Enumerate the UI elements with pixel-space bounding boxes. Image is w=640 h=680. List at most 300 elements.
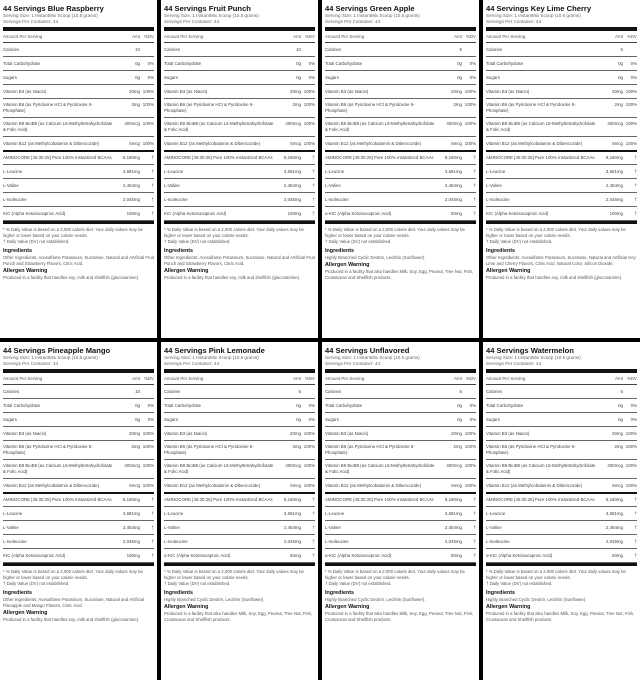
- nutrient-amount: 400mcg: [607, 463, 623, 468]
- nutrient-amount: 5: [298, 389, 301, 394]
- nutrient-amount: 6mcg: [129, 141, 140, 146]
- nutrient-daily-value: 0%: [630, 417, 637, 422]
- nutrient-row: [3, 535, 154, 549]
- nutrient-label: L-Valine: [325, 525, 341, 530]
- nutrient-label: AMINOCORE [45:30:25] Pure 100% Instantized BCAAs: [3, 497, 112, 502]
- nutrient-amount: 0g: [296, 417, 301, 422]
- nutrient-row: [325, 179, 476, 193]
- nutrient-label: Vitamin B3 (as Niacin): [325, 89, 369, 94]
- panel-title: 44 Servings Blue Raspberry: [3, 4, 104, 13]
- table-header: [164, 376, 315, 385]
- nutrient-label: Vitamin B3 (as Niacin): [486, 431, 530, 436]
- nutrient-row: [486, 99, 637, 118]
- nutrient-daily-value: †: [473, 553, 476, 558]
- nutrient-label: AMINOCORE [45:30:25] Pure 100% Instantized BCAAs: [3, 155, 112, 160]
- dv-not-established-note: † Daily Value (DV) not established.: [164, 238, 231, 244]
- nutrient-label: L-Isoleucine: [3, 197, 27, 202]
- nutrient-amount: 3,681mg: [122, 511, 140, 516]
- nutrition-facts-panel: [322, 342, 479, 680]
- nutrient-label: Vitamin B3 (as Niacin): [3, 89, 47, 94]
- nutrient-amount: 8,180mg: [444, 497, 462, 502]
- nutrient-row: [3, 179, 154, 193]
- nutrient-daily-value: 100%: [464, 102, 476, 107]
- nutrient-row: [3, 99, 154, 118]
- nutrient-amount: 100mg: [126, 553, 140, 558]
- nutrient-row: [486, 549, 637, 563]
- nutrient-label: Total Carbohydrate: [3, 61, 41, 66]
- nutrient-row: [164, 207, 315, 221]
- header-dv: %DV: [465, 34, 476, 39]
- header-dv: %DV: [626, 376, 637, 381]
- nutrient-daily-value: 100%: [464, 141, 476, 146]
- table-header: [3, 34, 154, 43]
- header-amt: Amt: [293, 376, 301, 381]
- nutrient-label: L-Valine: [164, 525, 180, 530]
- allergen-heading: Allergen Warning: [486, 604, 531, 611]
- nutrient-amount: 0g: [135, 75, 140, 80]
- nutrient-daily-value: †: [473, 155, 476, 160]
- nutrient-label: Calories: [3, 47, 20, 52]
- nutrient-label: L-Valine: [3, 183, 19, 188]
- nutrient-row: [164, 413, 315, 427]
- allergen-heading: Allergen Warning: [3, 268, 48, 275]
- nutrient-label: Total Carbohydrate: [164, 61, 202, 66]
- nutrient-row: [164, 507, 315, 521]
- nutrient-amount: 3,681mg: [283, 169, 301, 174]
- nutrient-row: [3, 441, 154, 460]
- nutrient-daily-value: †: [151, 525, 154, 530]
- daily-value-footnote: * % Daily Value is based on a 2,000 calorie diet. Your daily values may be higher or lower based on your calorie needs.: [325, 227, 465, 238]
- nutrient-row: [3, 43, 154, 57]
- ingredients-text: Highly Branched Cyclic Dextrin, Lecithin (Sunflower).: [325, 255, 426, 261]
- nutrient-amount: 400mcg: [446, 121, 462, 126]
- nutrient-label: α-KIC (Alpha Ketoisocaproic Acid): [164, 553, 231, 558]
- nutrient-row: [486, 535, 637, 549]
- nutrient-daily-value: †: [312, 197, 315, 202]
- nutrient-daily-value: 100%: [303, 102, 315, 107]
- nutrient-daily-value: 100%: [142, 121, 154, 126]
- nutrient-row: [325, 385, 476, 399]
- nutrient-row: [164, 535, 315, 549]
- nutrient-daily-value: 100%: [142, 89, 154, 94]
- nutrient-row: [325, 413, 476, 427]
- nutrient-row: [164, 427, 315, 441]
- nutrient-label: AMINOCORE [45:30:25] Pure 100% Instantized BCAAs: [164, 497, 273, 502]
- nutrient-amount: 400mcg: [607, 121, 623, 126]
- nutrient-label: α-KIC (Alpha Ketoisocaproic Acid): [325, 211, 392, 216]
- header-amt: Amt: [454, 34, 462, 39]
- nutrient-amount: 0g: [135, 61, 140, 66]
- nutrient-label: Total Carbohydrate: [164, 403, 202, 408]
- nutrient-label: Total Carbohydrate: [325, 403, 363, 408]
- nutrient-row: [164, 118, 315, 137]
- nutrient-daily-value: †: [151, 497, 154, 502]
- thick-divider: [325, 27, 476, 31]
- nutrient-label: Vitamin B12 (as Methylcobalamin & Dibencozide): [325, 141, 422, 146]
- nutrient-amount: 8,180mg: [605, 155, 623, 160]
- nutrient-row: [486, 43, 637, 57]
- nutrient-amount: 400mcg: [124, 121, 140, 126]
- nutrient-label: Vitamin B12 (as Methylcobalamin & Dibencozide): [3, 141, 100, 146]
- header-amount-per-serving: Amount Per Serving: [3, 34, 43, 39]
- nutrient-label: Calories: [164, 47, 181, 52]
- ingredients-heading: Ingredients: [3, 590, 33, 597]
- nutrient-daily-value: †: [634, 197, 637, 202]
- nutrient-amount: 3,681mg: [605, 511, 623, 516]
- nutrient-amount: 2,045mg: [605, 539, 623, 544]
- nutrient-daily-value: 0%: [308, 75, 315, 80]
- nutrient-amount: 6mcg: [290, 483, 301, 488]
- nutrient-label: Vitamin B6 (as Pyridoxine HCl & Pyridoxine 5-Phosphate): [325, 444, 415, 455]
- nutrient-label: L-Isoleucine: [325, 539, 349, 544]
- nutrient-rows: [486, 385, 637, 563]
- nutrient-label: L-Isoleucine: [486, 539, 510, 544]
- nutrient-daily-value: 100%: [625, 463, 637, 468]
- nutrient-daily-value: 100%: [303, 463, 315, 468]
- nutrient-daily-value: 0%: [469, 417, 476, 422]
- nutrient-label: Vitamin B9 BioB9 (as Calcium L5-Methyltetrahydrofolate & Folic Acid): [164, 121, 274, 132]
- nutrient-row: [3, 152, 154, 165]
- nutrient-label: Sugars: [164, 417, 178, 422]
- ingredients-heading: Ingredients: [164, 590, 194, 597]
- header-amt: Amt: [132, 376, 140, 381]
- nutrient-label: Vitamin B9 BioB9 (as Calcium L5-Methyltetrahydrofolate & Folic Acid): [325, 463, 435, 474]
- nutrient-label: Vitamin B12 (as Methylcobalamin & Dibencozide): [164, 141, 261, 146]
- nutrient-daily-value: †: [151, 183, 154, 188]
- nutrient-row: [164, 165, 315, 179]
- nutrient-label: Calories: [325, 389, 342, 394]
- allergen-text: Produced in a facility that handles soy, milk and shellfish (glucosamine).: [3, 617, 140, 623]
- nutrient-amount: 8,180mg: [444, 155, 462, 160]
- nutrient-row: [486, 165, 637, 179]
- nutrient-label: L-Valine: [3, 525, 19, 530]
- nutrient-label: Vitamin B3 (as Niacin): [164, 89, 208, 94]
- nutrient-amount: 20mg: [612, 89, 623, 94]
- nutrient-row: [325, 137, 476, 152]
- nutrient-amount: 3,681mg: [122, 169, 140, 174]
- nutrient-amount: 2,454mg: [122, 183, 140, 188]
- nutrient-daily-value: †: [634, 511, 637, 516]
- ingredients-heading: Ingredients: [325, 590, 355, 597]
- ingredients-text: Highly Branched Cyclic Dextrin, Lecithin (Sunflower).: [486, 597, 587, 603]
- nutrient-amount: 100mg: [287, 211, 301, 216]
- nutrient-amount: 0g: [296, 61, 301, 66]
- nutrient-daily-value: †: [634, 169, 637, 174]
- nutrient-label: Vitamin B3 (as Niacin): [486, 89, 530, 94]
- daily-value-footnote: * % Daily Value is based on a 2,000 calorie diet. Your daily values may be higher or lower based on your calorie needs.: [164, 227, 304, 238]
- nutrient-label: Vitamin B6 (as Pyridoxine HCl & Pyridoxine 5-Phosphate): [164, 102, 254, 113]
- nutrient-label: AMINOCORE [45:30:25] Pure 100% Instantized BCAAs: [325, 155, 434, 160]
- header-dv: %DV: [626, 34, 637, 39]
- header-amount-per-serving: Amount Per Serving: [486, 376, 526, 381]
- table-header: [3, 376, 154, 385]
- nutrient-amount: 2,454mg: [605, 525, 623, 530]
- thick-divider: [486, 369, 637, 373]
- nutrient-label: Vitamin B3 (as Niacin): [325, 431, 369, 436]
- nutrient-row: [325, 152, 476, 165]
- table-header: [486, 376, 637, 385]
- table-header: [325, 34, 476, 43]
- dv-not-established-note: † Daily Value (DV) not established.: [3, 238, 70, 244]
- nutrient-amount: 20mg: [290, 89, 301, 94]
- thick-divider: [3, 369, 154, 373]
- nutrient-daily-value: †: [151, 511, 154, 516]
- nutrient-daily-value: †: [473, 183, 476, 188]
- nutrient-label: Sugars: [3, 417, 17, 422]
- nutrient-daily-value: †: [473, 169, 476, 174]
- nutrient-amount: 3,681mg: [444, 511, 462, 516]
- nutrient-row: [325, 165, 476, 179]
- panel-title: 44 Servings Pink Lemonade: [164, 346, 265, 355]
- nutrient-row: [3, 207, 154, 221]
- nutrient-label: Vitamin B12 (as Methylcobalamin & Dibencozide): [486, 141, 583, 146]
- nutrient-daily-value: 100%: [303, 444, 315, 449]
- nutrient-daily-value: †: [312, 497, 315, 502]
- nutrient-label: Calories: [486, 389, 503, 394]
- nutrient-label: L-Leucine: [3, 169, 23, 174]
- nutrient-daily-value: †: [473, 197, 476, 202]
- nutrient-daily-value: †: [151, 211, 154, 216]
- nutrient-label: Vitamin B6 (as Pyridoxine HCl & Pyridoxine 5-Phosphate): [486, 444, 576, 455]
- header-amt: Amt: [293, 34, 301, 39]
- ingredients-text: Highly Branched Cyclic Dextrin, Lecithin (Sunflower).: [164, 597, 265, 603]
- nutrient-amount: 2mg: [614, 444, 623, 449]
- nutrient-label: Vitamin B6 (as Pyridoxine HCl & Pyridoxine 5-Phosphate): [3, 444, 93, 455]
- nutrient-row: [3, 427, 154, 441]
- nutrient-amount: 3,681mg: [283, 511, 301, 516]
- header-amt: Amt: [454, 376, 462, 381]
- nutrient-daily-value: 0%: [469, 61, 476, 66]
- nutrient-label: Calories: [325, 47, 342, 52]
- nutrient-amount: 0g: [618, 61, 623, 66]
- header-amt: Amt: [132, 34, 140, 39]
- nutrient-rows: [3, 385, 154, 563]
- nutrient-row: [486, 85, 637, 99]
- nutrient-row: [3, 521, 154, 535]
- nutrient-row: [164, 99, 315, 118]
- ingredients-heading: Ingredients: [3, 248, 33, 255]
- nutrient-daily-value: †: [634, 211, 637, 216]
- nutrient-rows: [325, 385, 476, 563]
- panel-title: 44 Servings Unflavored: [325, 346, 410, 355]
- nutrient-daily-value: †: [151, 169, 154, 174]
- nutrient-label: L-Isoleucine: [325, 197, 349, 202]
- nutrient-label: Total Carbohydrate: [3, 403, 41, 408]
- nutrient-label: L-Valine: [486, 183, 502, 188]
- nutrient-amount: 20mg: [129, 431, 140, 436]
- thick-divider: [3, 27, 154, 31]
- nutrient-label: L-Leucine: [3, 511, 23, 516]
- nutrient-daily-value: †: [473, 539, 476, 544]
- nutrient-amount: 5: [459, 389, 462, 394]
- nutrition-facts-panel: [0, 342, 157, 680]
- nutrient-amount: 2,045mg: [605, 197, 623, 202]
- nutrient-daily-value: †: [312, 211, 315, 216]
- nutrient-row: [486, 118, 637, 137]
- nutrient-amount: 50mg: [451, 553, 462, 558]
- nutrient-daily-value: †: [151, 539, 154, 544]
- nutrient-label: AMINOCORE [45:30:25] Pure 100% Instantized BCAAs: [325, 497, 434, 502]
- dv-not-established-note: † Daily Value (DV) not established.: [325, 238, 392, 244]
- nutrient-daily-value: 100%: [625, 444, 637, 449]
- nutrient-row: [486, 137, 637, 152]
- nutrient-row: [164, 494, 315, 507]
- header-amount-per-serving: Amount Per Serving: [164, 34, 204, 39]
- nutrient-row: [486, 441, 637, 460]
- nutrient-daily-value: 100%: [303, 89, 315, 94]
- nutrient-daily-value: †: [312, 511, 315, 516]
- nutrient-label: Vitamin B6 (as Pyridoxine HCl & Pyridoxine 5-Phosphate): [3, 102, 93, 113]
- nutrient-amount: 2,454mg: [122, 525, 140, 530]
- nutrient-daily-value: 100%: [142, 431, 154, 436]
- nutrient-daily-value: 0%: [469, 403, 476, 408]
- nutrient-label: Vitamin B12 (as Methylcobalamin & Dibencozide): [486, 483, 583, 488]
- nutrient-label: AMINOCORE [45:30:25] Pure 100% Instantized BCAAs: [486, 155, 595, 160]
- ingredients-text: Other Ingredients: Acesulfame Potassium, Sucralose, Natural and Artificial Pineapple and Mango Flavors, Citric Acid.: [3, 597, 145, 609]
- nutrient-row: [3, 479, 154, 494]
- nutrient-label: α-KIC (Alpha Ketoisocaproic Acid): [486, 553, 553, 558]
- nutrient-amount: 400mcg: [285, 463, 301, 468]
- nutrient-amount: 0g: [618, 417, 623, 422]
- nutrient-label: Sugars: [325, 75, 339, 80]
- nutrient-label: AMINOCORE [45:30:25] Pure 100% Instantized BCAAs: [486, 497, 595, 502]
- nutrient-amount: 100mg: [609, 211, 623, 216]
- nutrient-amount: 400mcg: [124, 463, 140, 468]
- nutrient-daily-value: †: [151, 155, 154, 160]
- nutrient-daily-value: 100%: [464, 89, 476, 94]
- nutrient-row: [164, 57, 315, 71]
- nutrient-amount: 0g: [618, 403, 623, 408]
- servings-per-container: Servings Per Container: 44: [164, 19, 220, 24]
- ingredients-heading: Ingredients: [325, 248, 355, 255]
- nutrient-row: [164, 460, 315, 479]
- nutrient-row: [325, 71, 476, 85]
- nutrient-amount: 5: [459, 47, 462, 52]
- nutrient-amount: 5: [620, 47, 623, 52]
- nutrient-daily-value: 100%: [142, 102, 154, 107]
- nutrient-daily-value: †: [634, 553, 637, 558]
- allergen-text: Produced in a facility that handles soy, milk and shellfish (glucosamine).: [486, 275, 623, 281]
- nutrient-row: [325, 427, 476, 441]
- nutrient-daily-value: †: [634, 539, 637, 544]
- nutrient-row: [164, 193, 315, 207]
- nutrient-row: [325, 521, 476, 535]
- allergen-text: Produced in a facility that handles soy, milk and shellfish (glucosamine).: [3, 275, 140, 281]
- nutrient-label: Vitamin B9 BioB9 (as Calcium L5-Methyltetrahydrofolate & Folic Acid): [3, 121, 113, 132]
- nutrient-label: Sugars: [325, 417, 339, 422]
- nutrient-row: [164, 385, 315, 399]
- nutrient-amount: 2mg: [131, 102, 140, 107]
- nutrient-daily-value: 100%: [625, 483, 637, 488]
- nutrient-amount: 0g: [135, 417, 140, 422]
- nutrient-amount: 2,045mg: [122, 197, 140, 202]
- nutrient-label: Total Carbohydrate: [486, 61, 524, 66]
- nutrient-label: AMINOCORE [45:30:25] Pure 100% Instantized BCAAs: [164, 155, 273, 160]
- nutrient-amount: 2mg: [292, 444, 301, 449]
- nutrient-row: [164, 521, 315, 535]
- nutrient-amount: 10: [135, 389, 140, 394]
- nutrient-amount: 0g: [457, 417, 462, 422]
- nutrient-label: L-Isoleucine: [164, 197, 188, 202]
- thick-divider: [325, 369, 476, 373]
- servings-per-container: Servings Per Container: 44: [3, 19, 59, 24]
- dv-not-established-note: † Daily Value (DV) not established.: [3, 580, 70, 586]
- nutrient-row: [325, 535, 476, 549]
- nutrient-daily-value: 100%: [303, 141, 315, 146]
- nutrient-label: KIC (Alpha Ketoisocaproic Acid): [3, 553, 66, 558]
- nutrient-amount: 2mg: [453, 444, 462, 449]
- nutrient-amount: 20mg: [451, 89, 462, 94]
- ingredients-heading: Ingredients: [486, 590, 516, 597]
- nutrient-label: Vitamin B6 (as Pyridoxine HCl & Pyridoxine 5-Phosphate): [486, 102, 576, 113]
- allergen-heading: Allergen Warning: [325, 604, 370, 611]
- nutrient-amount: 2,454mg: [444, 525, 462, 530]
- nutrient-amount: 2mg: [453, 102, 462, 107]
- nutrient-row: [164, 441, 315, 460]
- servings-per-container: Servings Per Container: 44: [164, 361, 220, 366]
- nutrient-amount: 2,045mg: [283, 539, 301, 544]
- nutrient-row: [486, 399, 637, 413]
- nutrient-amount: 400mcg: [285, 121, 301, 126]
- nutrient-label: Vitamin B3 (as Niacin): [164, 431, 208, 436]
- nutrient-amount: 3,681mg: [605, 169, 623, 174]
- nutrient-amount: 8,180mg: [283, 497, 301, 502]
- nutrition-facts-panel: [483, 0, 640, 338]
- nutrient-label: KIC (Alpha Ketoisocaproic Acid): [486, 211, 549, 216]
- nutrient-daily-value: 100%: [464, 121, 476, 126]
- nutrient-daily-value: 100%: [464, 444, 476, 449]
- nutrient-daily-value: 0%: [469, 75, 476, 80]
- nutrient-row: [3, 460, 154, 479]
- nutrient-row: [3, 413, 154, 427]
- nutrient-row: [325, 399, 476, 413]
- table-header: [325, 376, 476, 385]
- nutrient-daily-value: 0%: [630, 61, 637, 66]
- nutrient-label: Sugars: [3, 75, 17, 80]
- nutrient-daily-value: 0%: [308, 61, 315, 66]
- nutrient-amount: 2,454mg: [444, 183, 462, 188]
- dv-not-established-note: † Daily Value (DV) not established.: [164, 580, 231, 586]
- nutrient-amount: 20mg: [451, 431, 462, 436]
- nutrient-daily-value: 100%: [142, 463, 154, 468]
- nutrient-row: [486, 193, 637, 207]
- nutrient-label: Vitamin B6 (as Pyridoxine HCl & Pyridoxine 5-Phosphate): [325, 102, 415, 113]
- nutrient-label: KIC (Alpha Ketoisocaproic Acid): [3, 211, 66, 216]
- nutrient-daily-value: †: [634, 497, 637, 502]
- nutrient-amount: 20mg: [612, 431, 623, 436]
- dv-not-established-note: † Daily Value (DV) not established.: [325, 580, 392, 586]
- nutrient-amount: 8,180mg: [283, 155, 301, 160]
- nutrient-daily-value: †: [312, 539, 315, 544]
- header-dv: %DV: [465, 376, 476, 381]
- ingredients-text: Other Ingredients: Acesulfame Potassium, Sucralose, Natural and Artificial Fruit Punch and Strawberry Flavors, Citric Acid.: [164, 255, 315, 267]
- dv-not-established-note: † Daily Value (DV) not established.: [486, 580, 553, 586]
- nutrient-row: [3, 494, 154, 507]
- panel-title: 44 Servings Green Apple: [325, 4, 415, 13]
- nutrient-label: L-Leucine: [164, 169, 184, 174]
- nutrient-row: [3, 85, 154, 99]
- nutrient-label: Vitamin B9 BioB9 (as Calcium L5-Methyltetrahydrofolate & Folic Acid): [3, 463, 113, 474]
- serving-size: Serving Size: 1 InstantMix Scoop (10.5 grams): [325, 13, 420, 18]
- panel-title: 44 Servings Watermelon: [486, 346, 574, 355]
- nutrient-row: [3, 118, 154, 137]
- nutrient-label: Vitamin B9 BioB9 (as Calcium L5-Methyltetrahydrofolate & Folic Acid): [325, 121, 435, 132]
- allergen-text: Produced in a facility that handles soy, milk and shellfish (glucosamine).: [164, 275, 301, 281]
- allergen-heading: Allergen Warning: [164, 604, 209, 611]
- nutrition-facts-panel: [483, 342, 640, 680]
- daily-value-footnote: * % Daily Value is based on a 2,000 calorie diet. Your daily values may be higher or lower based on your calorie needs.: [486, 227, 626, 238]
- nutrient-daily-value: 100%: [625, 89, 637, 94]
